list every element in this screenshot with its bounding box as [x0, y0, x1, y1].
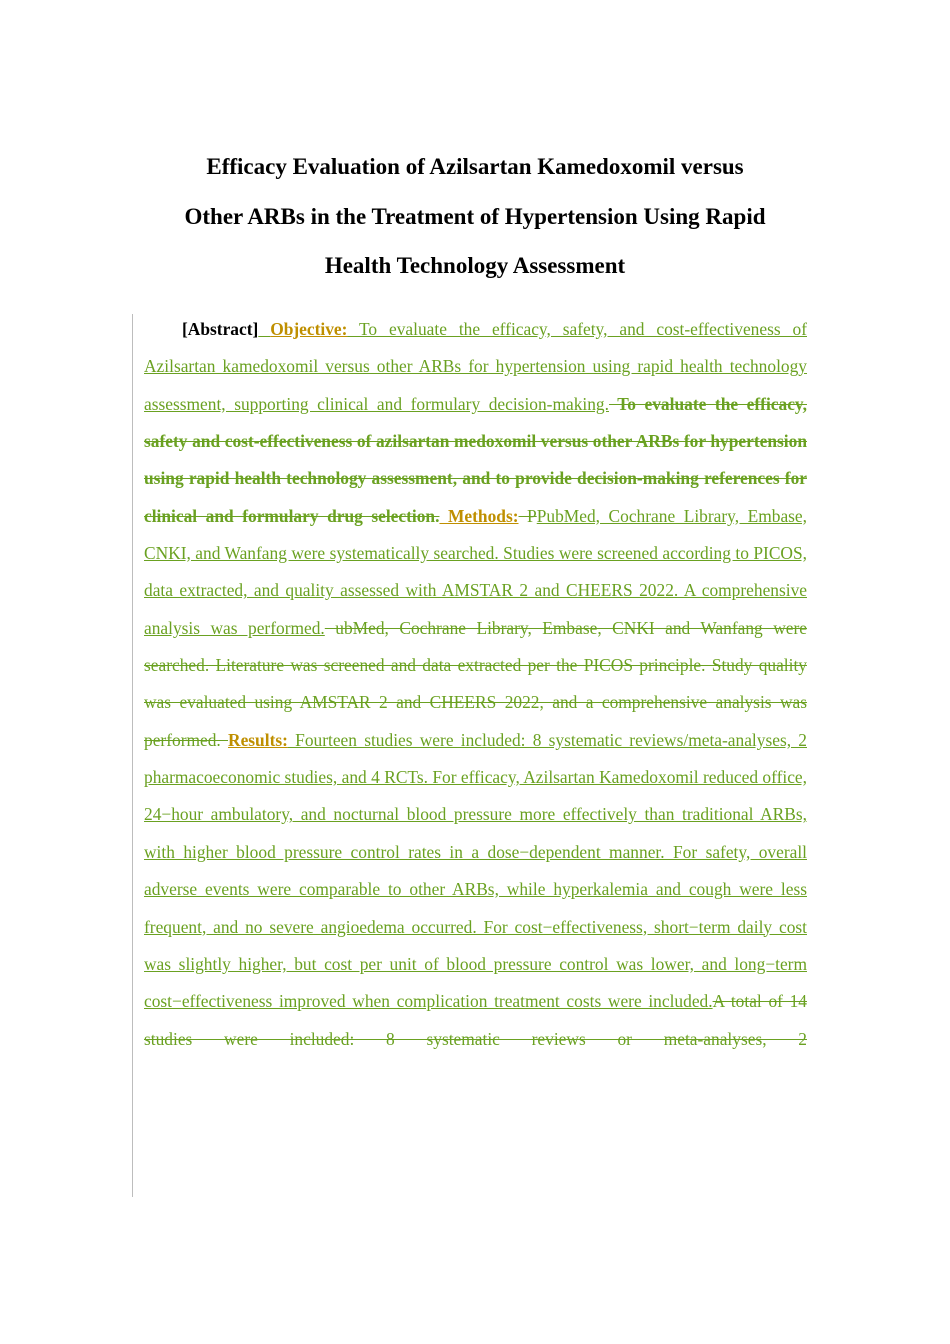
abstract-label: [Abstract]: [182, 319, 259, 339]
results-heading: Results:: [228, 729, 288, 750]
objective-deleted-text: To evaluate the efficacy, safety and cost-effectiveness of azilsartan medoxomil versus other ARBs for hypertension using rapid health technology assessment, and to provide decision-making references for clinical and formulary drug selection.: [144, 393, 807, 526]
title-line-3: Health Technology Assessment: [324, 253, 626, 278]
results-deleted-text: A total of 14 studies were included: 8 systematic reviews or meta-analyses, 2: [144, 991, 807, 1049]
methods-deleted-text: ubMed, Cochrane Library, Embase, CNKI and Wanfang were searched. Literature was screened and data extracted per the PICOS principle. Study quality was evaluated using AMSTAR 2 and CHEERS 2022, and a comprehensive analysis was performed.: [144, 617, 807, 750]
methods-inserted-text: PubMed, Cochrane Library, Embase, CNKI, and Wanfang were systematically searched. Studies were screened according to PICOS, data extracted, and quality assessed with AMSTAR 2 and CHEERS 2022. A comprehensive analysis was performed.: [144, 505, 807, 638]
methods-heading: Methods:: [439, 505, 519, 526]
abstract-spacer: [258, 319, 270, 339]
objective-heading: Objective:: [270, 319, 348, 339]
title-line-1: Efficacy Evaluation of Azilsartan Kamedoxomil versus: [206, 154, 744, 179]
results-inserted-text: Fourteen studies were included: 8 systematic reviews/meta-analyses, 2 pharmacoeconomic studies, and 4 RCTs. For efficacy, Azilsartan Kamedoxomil reduced office, 24−hour ambulatory, and nocturnal blood pressure more effectively than traditional ARBs, with higher blood pressure control rates in a dose−dependent manner. For safety, overall adverse events were comparable to other ARBs, while hyperkalemia and cough were less frequent, and no severe angioedema occurred. For cost−effectiveness, short−term daily cost was slightly higher, but cost per unit of blood pressure control was lower, and long−term cost−effectiveness improved when complication treatment costs were included.: [144, 729, 807, 1012]
methods-deleted-letter: P: [518, 505, 537, 526]
abstract-paragraph: [144, 311, 807, 1199]
document-title: [120, 142, 830, 291]
tracked-change-bar: [132, 314, 133, 1197]
title-line-2: Other ARBs in the Treatment of Hypertension Using Rapid: [184, 203, 766, 229]
objective-inserted-text: To evaluate the efficacy, safety, and cost-effectiveness of Azilsartan kamedoxomil versus other ARBs for hypertension using rapid health technology assessment, supporting clinical and formulary decision-making.: [144, 319, 807, 414]
